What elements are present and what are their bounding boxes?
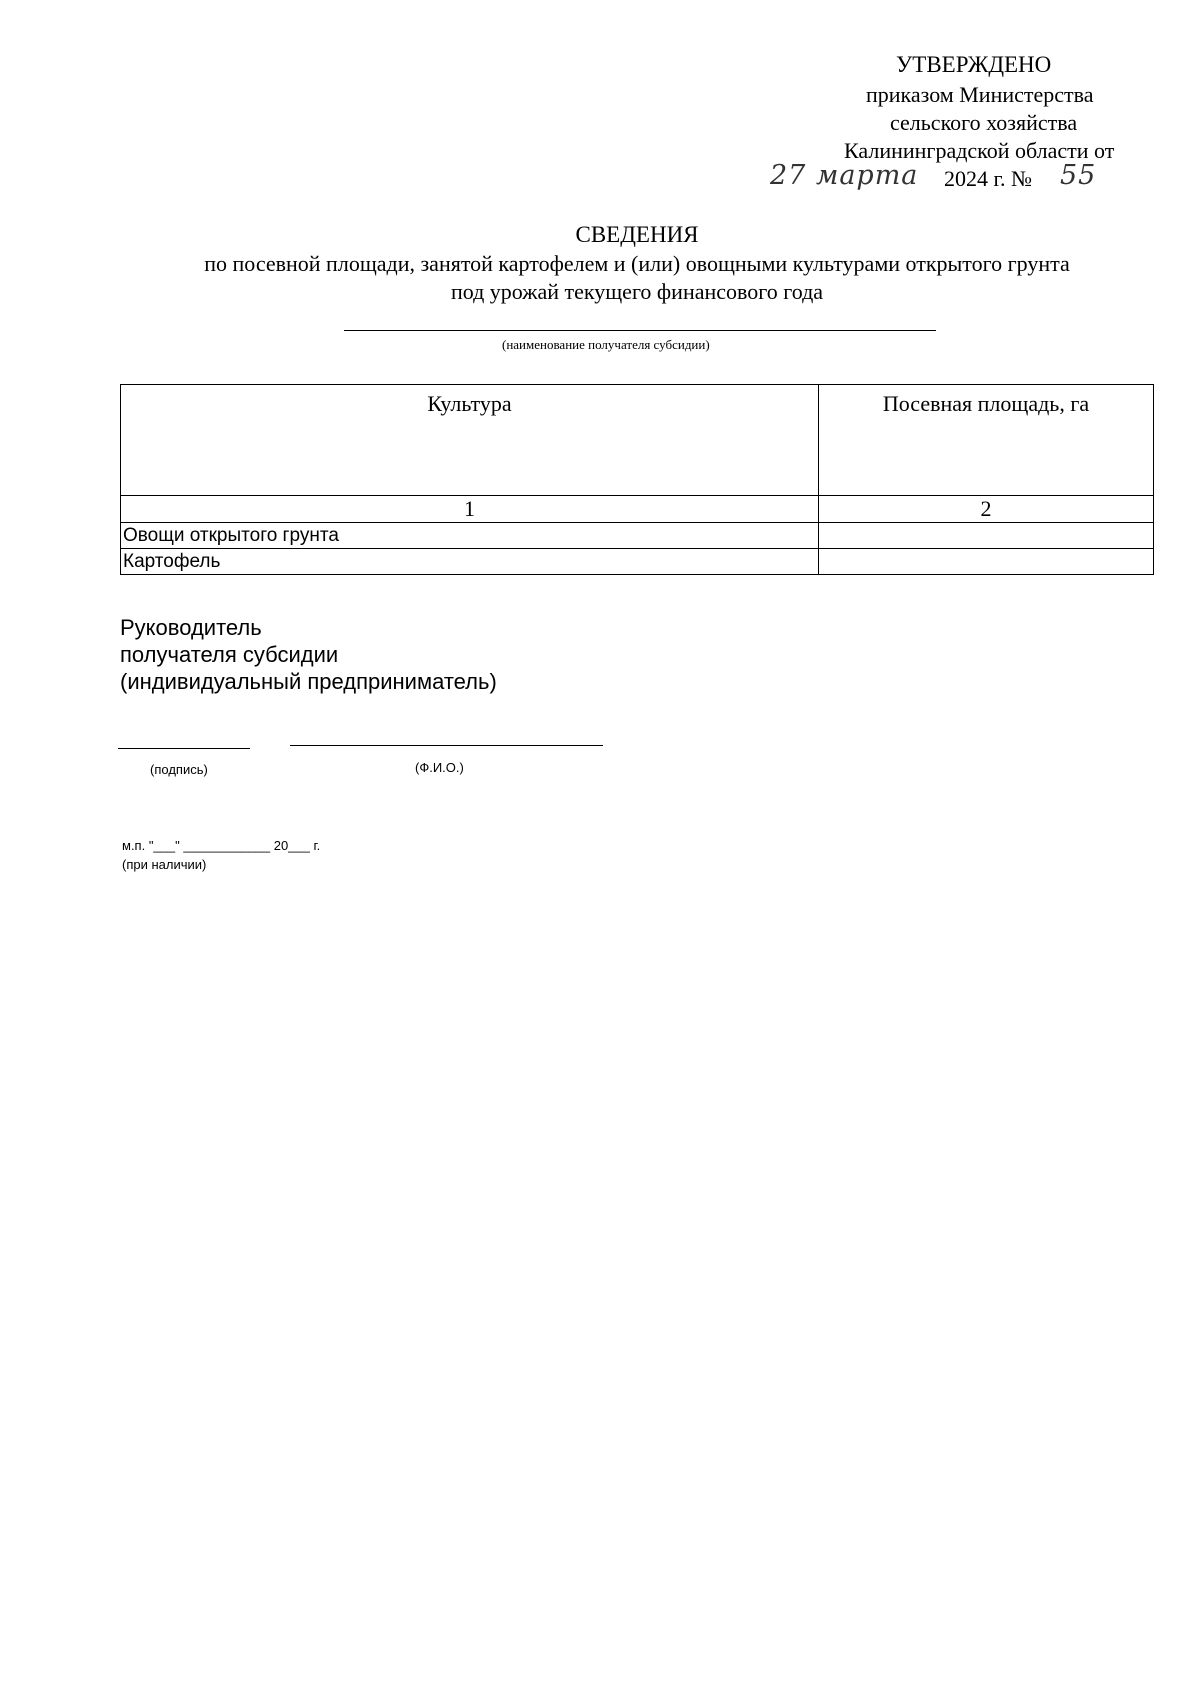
- area-input-cell[interactable]: [819, 523, 1154, 549]
- document-subtitle-2: под урожай текущего финансового года: [450, 279, 824, 304]
- crop-area-table: [120, 384, 1154, 575]
- document-subtitle-1: по посевной площади, занятой картофелем и (или) овощными культурами открытого грунта: [204, 251, 1070, 276]
- approval-line-3: Калининградской области от: [844, 138, 1115, 163]
- area-input-cell[interactable]: [819, 549, 1154, 575]
- crop-name-cell: Овощи открытого грунта: [121, 523, 819, 549]
- approval-line-2: сельского хозяйства: [890, 110, 1078, 135]
- signature-line[interactable]: [118, 748, 250, 749]
- crop-name-cell: Картофель: [121, 549, 819, 575]
- signer-line-2: получателя субсидии: [120, 642, 339, 667]
- approval-line-1: приказом Министерства: [866, 82, 1094, 107]
- table-row: [121, 523, 1154, 549]
- header-area: Посевная площадь, га: [819, 385, 1154, 496]
- full-name-caption: (Ф.И.О.): [415, 760, 464, 775]
- table-row: [121, 549, 1154, 575]
- stamp-note: (при наличии): [122, 857, 207, 872]
- full-name-line[interactable]: [290, 745, 603, 746]
- stamp-date-line[interactable]: м.п. "___" ____________ 20___ г.: [122, 838, 321, 853]
- signer-line-3: (индивидуальный предприниматель): [120, 669, 497, 694]
- table-number-row: [121, 496, 1154, 523]
- recipient-name-line[interactable]: [344, 330, 936, 331]
- header-crop: Культура: [121, 385, 819, 496]
- table-header-row: [121, 385, 1154, 496]
- recipient-caption: (наименование получателя субсидии): [502, 337, 710, 352]
- handwritten-date: 27 марта: [770, 160, 919, 191]
- approval-heading: УТВЕРЖДЕНО: [896, 52, 1052, 77]
- document-title: СВЕДЕНИЯ: [575, 222, 699, 247]
- signature-caption: (подпись): [150, 762, 208, 777]
- signer-line-1: Руководитель: [120, 615, 262, 640]
- handwritten-number: 55: [1060, 160, 1097, 191]
- approval-year-number: 2024 г. №: [944, 166, 1033, 191]
- column-number-1: 1: [121, 496, 819, 523]
- column-number-2: 2: [819, 496, 1154, 523]
- signer-block: [120, 614, 497, 695]
